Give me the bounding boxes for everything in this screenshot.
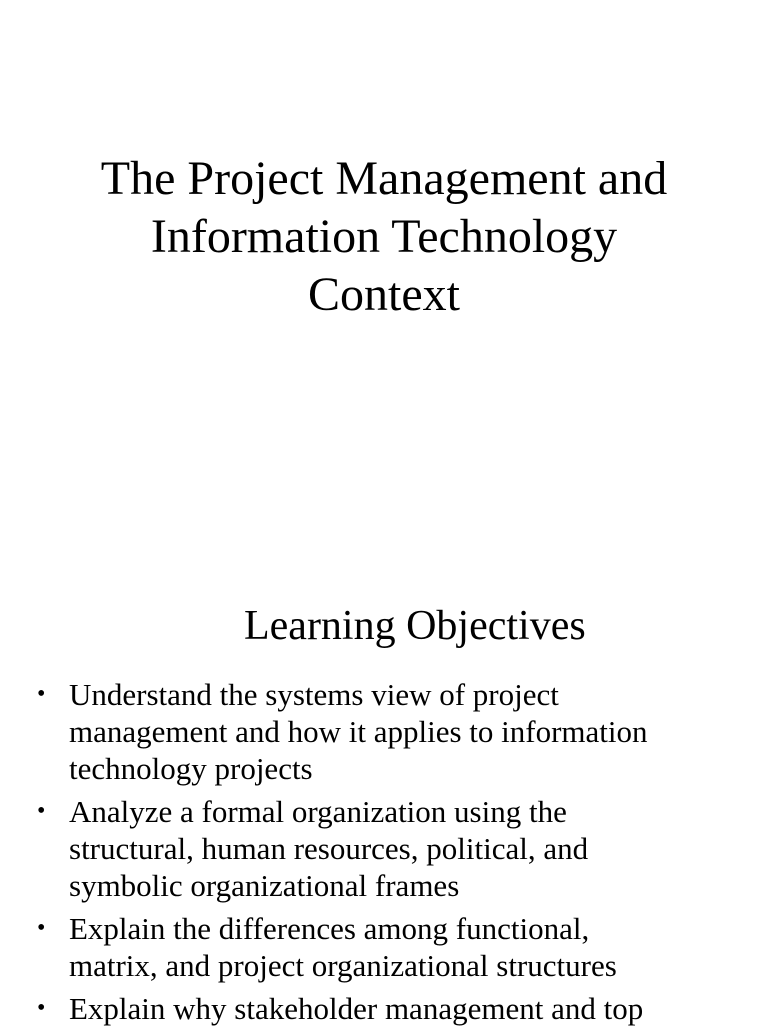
objective-text-line: matrix, and project organizational structures xyxy=(69,948,617,983)
slide-title-line: The Project Management and xyxy=(100,152,668,205)
objective-text-line: symbolic organizational frames xyxy=(69,868,460,903)
objective-text-line: structural, human resources, political, and xyxy=(69,831,589,866)
bullet-icon: • xyxy=(37,915,46,941)
bullet-icon: • xyxy=(37,798,46,824)
objective-text-line: Analyze a formal organization using the xyxy=(69,794,567,829)
objective-item xyxy=(37,910,737,984)
objective-item xyxy=(37,990,737,1027)
slide-title-line: Context xyxy=(308,268,460,321)
objective-text-line: management and how it applies to information xyxy=(69,714,648,749)
bullet-icon: • xyxy=(37,681,46,707)
objective-item xyxy=(37,676,737,787)
objective-text-line: Explain why stakeholder management and top xyxy=(69,991,644,1026)
learning-objectives-heading: Learning Objectives xyxy=(244,603,586,649)
slide-title xyxy=(0,150,768,324)
objectives-list xyxy=(37,676,737,1033)
slide-title-line: Information Technology xyxy=(150,210,618,263)
objective-text-line: Understand the systems view of project xyxy=(69,677,559,712)
bullet-icon: • xyxy=(37,995,46,1021)
objective-text-line: Explain the differences among functional, xyxy=(69,911,590,946)
objective-text-line: technology projects xyxy=(69,751,313,786)
objective-item xyxy=(37,793,737,904)
